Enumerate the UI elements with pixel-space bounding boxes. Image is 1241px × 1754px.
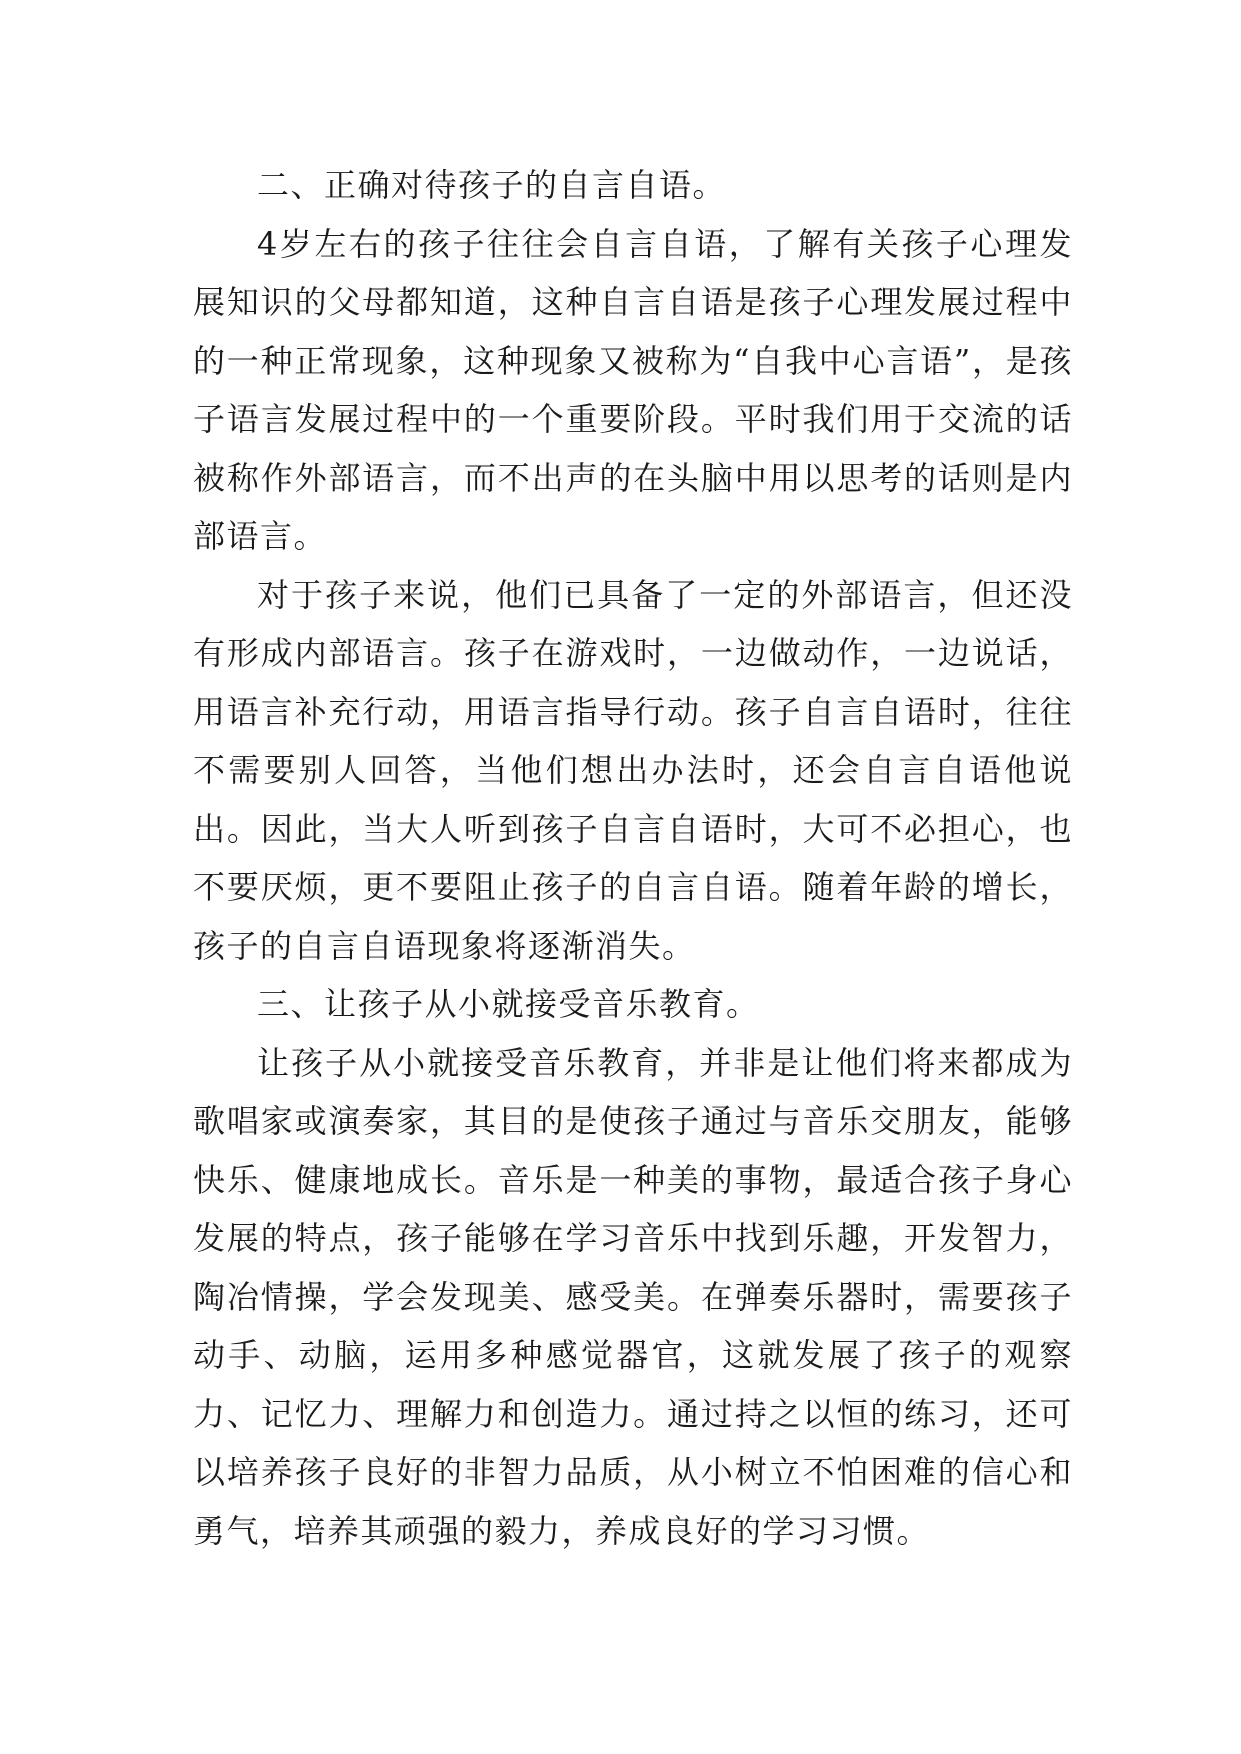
body-paragraph: 让孩子从小就接受音乐教育，并非是让他们将来都成为歌唱家或演奏家，其目的是使孩子通过与音乐交朋友，能够快乐、健康地成长。音乐是一种美的事物，最适合孩子身心发展的特点，孩子能够在学习音乐中找到乐趣，开发智力，陶冶情操，学会发现美、感受美。在弹奏乐器时，需要孩子动手、动脑，运用多种感觉器官，这就发展了孩子的观察力、记忆力、理解力和创造力。通过持之以恒的练习，还可以培养孩子良好的非智力品质，从小树立不怕困难的信心和勇气，培养其顽强的毅力，养成良好的学习习惯。 xyxy=(193,1043,1073,1550)
section-heading-2: 二、正确对待孩子的自言自语。 xyxy=(257,166,727,204)
document-body xyxy=(193,156,1073,1560)
section-heading-3: 三、让孩子从小就接受音乐教育。 xyxy=(257,985,760,1023)
body-paragraph: 4岁左右的孩子往往会自言自语，了解有关孩子心理发展知识的父母都知道，这种自言自语是孩子心理发展过程中的一种正常现象，这种现象又被称为“自我中心言语”，是孩子语言发展过程中的一个重要阶段。平时我们用于交流的话被称作外部语言，而不出声的在头脑中用以思考的话则是内部语言。 xyxy=(193,224,1073,555)
body-paragraph: 对于孩子来说，他们已具备了一定的外部语言，但还没有形成内部语言。孩子在游戏时，一边做动作，一边说话，用语言补充行动，用语言指导行动。孩子自言自语时，往往不需要别人回答，当他们想出办法时，还会自言自语他说出。因此，当大人听到孩子自言自语时，大可不必担心，也不要厌烦，更不要阻止孩子的自言自语。随着年龄的增长，孩子的自言自语现象将逐渐消失。 xyxy=(193,575,1073,965)
